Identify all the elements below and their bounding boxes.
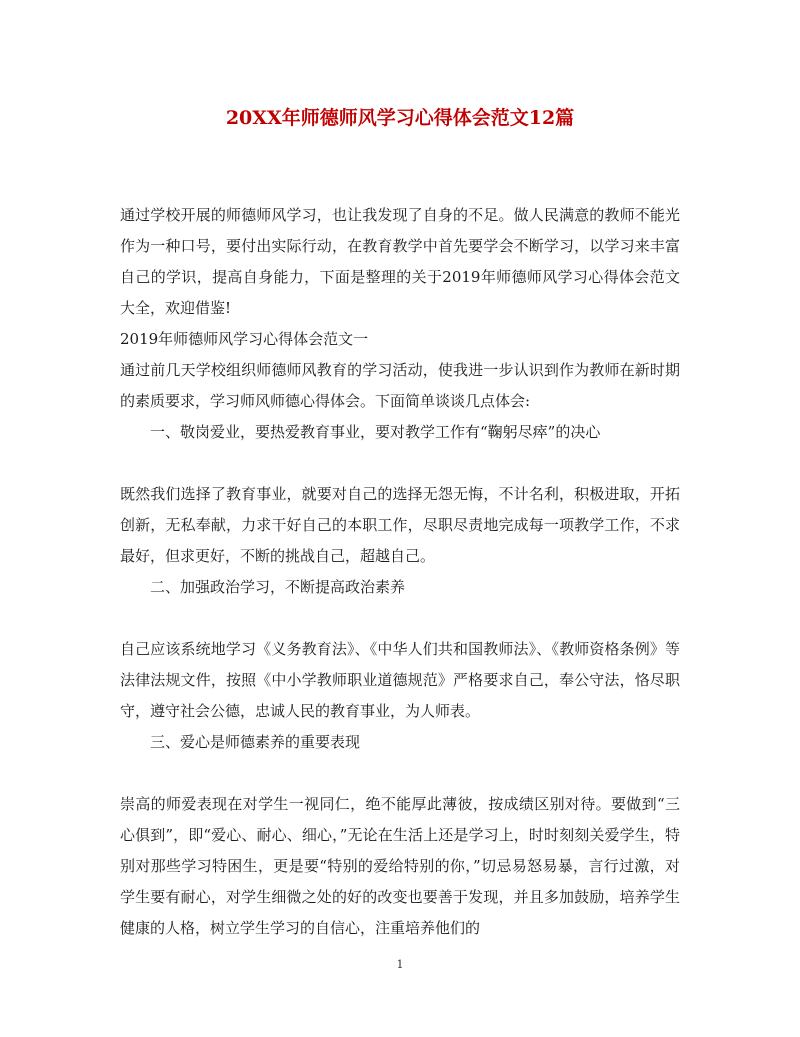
body-paragraph: 通过前几天学校组织师德师风教育的学习活动，使我进一步认识到作为教师在新时期的素质要求，学习师风师德心得体会。下面简单谈谈几点体会: [120, 361, 680, 410]
point-heading-1: 一、敬岗爱业，要热爱教育事业，要对教学工作有“鞠躬尽瘁”的决心 [150, 423, 601, 441]
body-paragraph: 崇高的师爱表现在对学生一视同仁，绝不能厚此薄彼，按成绩区别对待。要做到“三心俱到”，即“爱心、耐心、细心，”无论在生活上还是学习上，时时刻刻关爱学生，特别对那些学习特困生，更是要“特别的爱给特别的你，”切忌易怒易暴，言行过激，对学生要有耐心，对学生细微之处的好的改变也要善于发现，并且多加鼓励，培养学生健康的人格，树立学生学习的自信心，注重培养他们的 [120, 795, 680, 937]
section-title: 2019年师德师风学习心得体会范文一 [120, 330, 369, 348]
body-paragraph: 既然我们选择了教育事业，就要对自己的选择无怨无悔，不计名利，积极进取，开拓创新，无私奉献，力求干好自己的本职工作，尽职尽责地完成每一项教学工作，不求最好，但求更好，不断的挑战自己，超越自己。 [120, 485, 680, 565]
intro-paragraph: 通过学校开展的师德师风学习，也让我发现了自身的不足。做人民满意的教师不能光作为一种口号，要付出实际行动，在教育教学中首先要学会不断学习，以学习来丰富自己的学识，提高自身能力，下面是整理的关于2019年师德师风学习心得体会范文大全，欢迎借鉴! [120, 206, 680, 317]
paragraph-gap [120, 448, 680, 479]
document-body [120, 200, 680, 944]
point-heading-3: 三、爱心是师德素养的重要表现 [150, 733, 361, 751]
paragraph-gap [120, 603, 680, 634]
body-paragraph: 自己应该系统地学习《义务教育法》、《中华人们共和国教师法》、《教师资格条例》等法律法规文件，按照《中小学教师职业道德规范》严格要求自己，奉公守法，恪尽职守，遵守社会公德，忠诚人民的教育事业，为人师表。 [120, 640, 680, 720]
point-heading-2: 二、加强政治学习，不断提高政治素养 [150, 578, 406, 596]
paragraph-gap [120, 758, 680, 789]
document-title: 20XX年师德师风学习心得体会范文12篇 [225, 107, 575, 129]
page-number: 1 [396, 958, 404, 971]
